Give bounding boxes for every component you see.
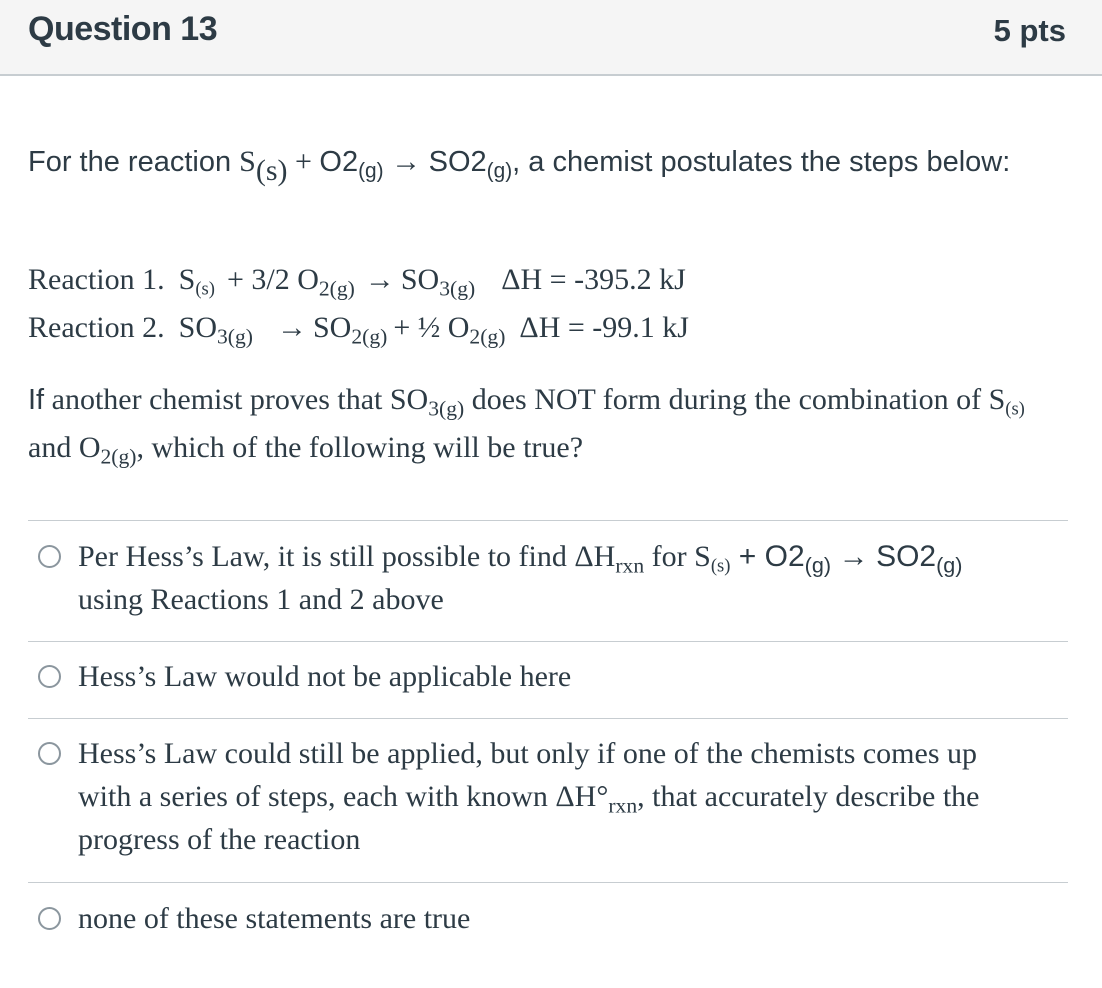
answer-divider: [28, 641, 1068, 642]
answer-option-3-label: Hess’s Law could still be applied, but only if one of the chemists comes up with a series of steps, each with known $\Delta H^\circ_{rxn}$, that accurately describe the progress of the reaction: [78, 737, 980, 856]
reaction-2: Reaction 2. $SO_{3(g)} \to SO_{2(g)}$ + ½ $O_{2(g)}$ ΔH = -99.1 kJ: [28, 311, 689, 349]
answer-option-2-label: Hess’s Law would not be applicable here: [78, 660, 572, 693]
radio-button-option-3[interactable]: [38, 742, 61, 765]
answer-option-2[interactable]: [28, 655, 1068, 700]
answer-option-1-label: Per Hess’s Law, it is still possible to find $\Delta H_{rxn}$ for $S_{(s)} + O2_{(g)} \to SO2_{(g)}$ using Reactions 1 and 2 above: [78, 540, 963, 616]
reaction-1: Reaction 1. $S_{(s)} + 3/2$ $O_{2(g)} \to SO_{3(g)}$ ΔH = -395.2 kJ: [28, 263, 686, 301]
question-title: Question 13: [28, 10, 218, 48]
question-points: 5 pts: [993, 13, 1066, 48]
question-header: [0, 0, 1102, 76]
answer-option-3[interactable]: [28, 732, 1068, 867]
answer-divider: [28, 882, 1068, 883]
question-intro: For the reaction $S_{(s)} + O2_{(g)} \to SO2_{(g)}$, a chemist postulates the steps below:: [28, 145, 1011, 187]
answer-divider: [28, 520, 1068, 521]
answer-divider: [28, 718, 1068, 719]
answer-option-4[interactable]: [28, 897, 1068, 942]
answer-option-1[interactable]: [28, 535, 1068, 625]
radio-button-option-1[interactable]: [38, 545, 61, 568]
radio-button-option-2[interactable]: [38, 665, 61, 688]
question-prompt: If another chemist proves that $SO_{3(g)}$ does NOT form during the combination of $S_{(s)}$ and $O_{2(g)}$, which of the following will be true?: [28, 383, 1025, 469]
answer-option-4-label: none of these statements are true: [78, 902, 471, 935]
radio-button-option-4[interactable]: [38, 907, 61, 930]
